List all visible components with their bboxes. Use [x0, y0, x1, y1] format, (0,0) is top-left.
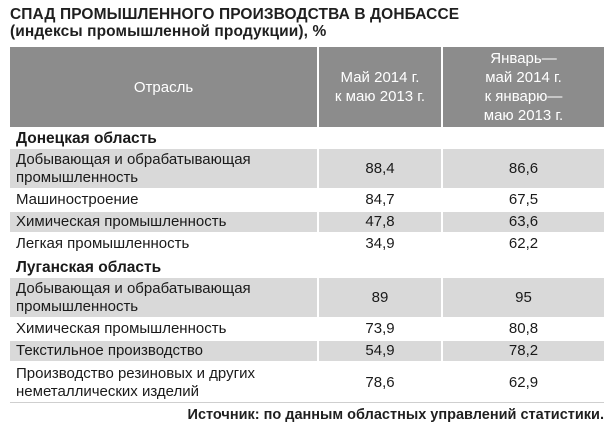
- industry-label: [10, 318, 318, 340]
- industry-label: [10, 233, 318, 255]
- value-jan-may-2014: 62,2: [442, 233, 604, 255]
- value-jan-may-2014: 67,5: [442, 189, 604, 211]
- table-row: [10, 149, 604, 189]
- value-may-2014: 47,8: [318, 211, 442, 233]
- region-row: [10, 255, 604, 278]
- header-jan-may-line: Январь—: [490, 50, 557, 67]
- industry-label-line: Химическая промышленность: [16, 213, 227, 230]
- header-may-2014: [318, 47, 442, 127]
- industry-label-line: промышленность: [16, 168, 139, 186]
- region-row: [10, 127, 604, 149]
- industry-label: [10, 189, 318, 211]
- title-line-1: СПАД ПРОМЫШЛЕННОГО ПРОИЗВОДСТВА В ДОНБАССЕ: [10, 6, 460, 23]
- header-may-2014-line: Май 2014 г.: [340, 69, 420, 86]
- table-row: [10, 233, 604, 255]
- table-row: [10, 189, 604, 211]
- value-jan-may-2014: 78,2: [442, 340, 604, 362]
- value-jan-may-2014: 62,9: [442, 362, 604, 403]
- industry-label: [10, 211, 318, 233]
- industry-label-line: Машиностроение: [16, 191, 139, 208]
- industry-label-line: Добывающая и обрабатывающая: [16, 279, 251, 297]
- value-may-2014: 34,9: [318, 233, 442, 255]
- header-jan-may-2014: [442, 47, 604, 127]
- industry-label-line: Текстильное производство: [16, 342, 203, 359]
- value-jan-may-2014: 80,8: [442, 318, 604, 340]
- value-may-2014: 73,9: [318, 318, 442, 340]
- region-name: Донецкая область: [10, 127, 604, 149]
- industry-label: [10, 340, 318, 362]
- header-industry: Отрасль: [10, 47, 318, 127]
- header-may-2014-line: к маю 2013 г.: [334, 88, 426, 105]
- header-jan-may-line: май 2014 г.: [485, 69, 562, 86]
- industry-label-line: Производство резиновых и других: [16, 364, 255, 382]
- industry-label-line: Добывающая и обрабатывающая: [16, 150, 251, 168]
- value-jan-may-2014: 95: [442, 278, 604, 318]
- value-jan-may-2014: 86,6: [442, 149, 604, 189]
- industry-label-line: Легкая промышленность: [16, 235, 190, 252]
- table-row: [10, 211, 604, 233]
- header-jan-may-line: маю 2013 г.: [483, 107, 564, 124]
- industry-label-line: промышленность: [16, 297, 139, 315]
- value-may-2014: 78,6: [318, 362, 442, 403]
- value-jan-may-2014: 63,6: [442, 211, 604, 233]
- table-row: [10, 278, 604, 318]
- value-may-2014: 54,9: [318, 340, 442, 362]
- region-name: Луганская область: [10, 255, 604, 278]
- table-row: [10, 318, 604, 340]
- value-may-2014: 88,4: [318, 149, 442, 189]
- industry-label: [10, 278, 318, 318]
- value-may-2014: 84,7: [318, 189, 442, 211]
- industry-label-line: неметаллических изделий: [16, 382, 200, 400]
- table-bottom-rule: [10, 402, 604, 403]
- industry-label: [10, 149, 318, 189]
- industry-label-line: Химическая промышленность: [16, 320, 227, 337]
- table-row: [10, 362, 604, 403]
- header-row: [10, 47, 604, 127]
- industry-label: [10, 362, 318, 403]
- title-line-2: (индексы промышленной продукции), %: [10, 23, 327, 40]
- table-row: [10, 340, 604, 362]
- industry-index-table: [10, 47, 604, 404]
- source-note: Источник: по данным областных управлений статистики.: [187, 407, 604, 423]
- table-title: [10, 6, 459, 40]
- value-may-2014: 89: [318, 278, 442, 318]
- header-jan-may-line: к январю—: [484, 88, 563, 105]
